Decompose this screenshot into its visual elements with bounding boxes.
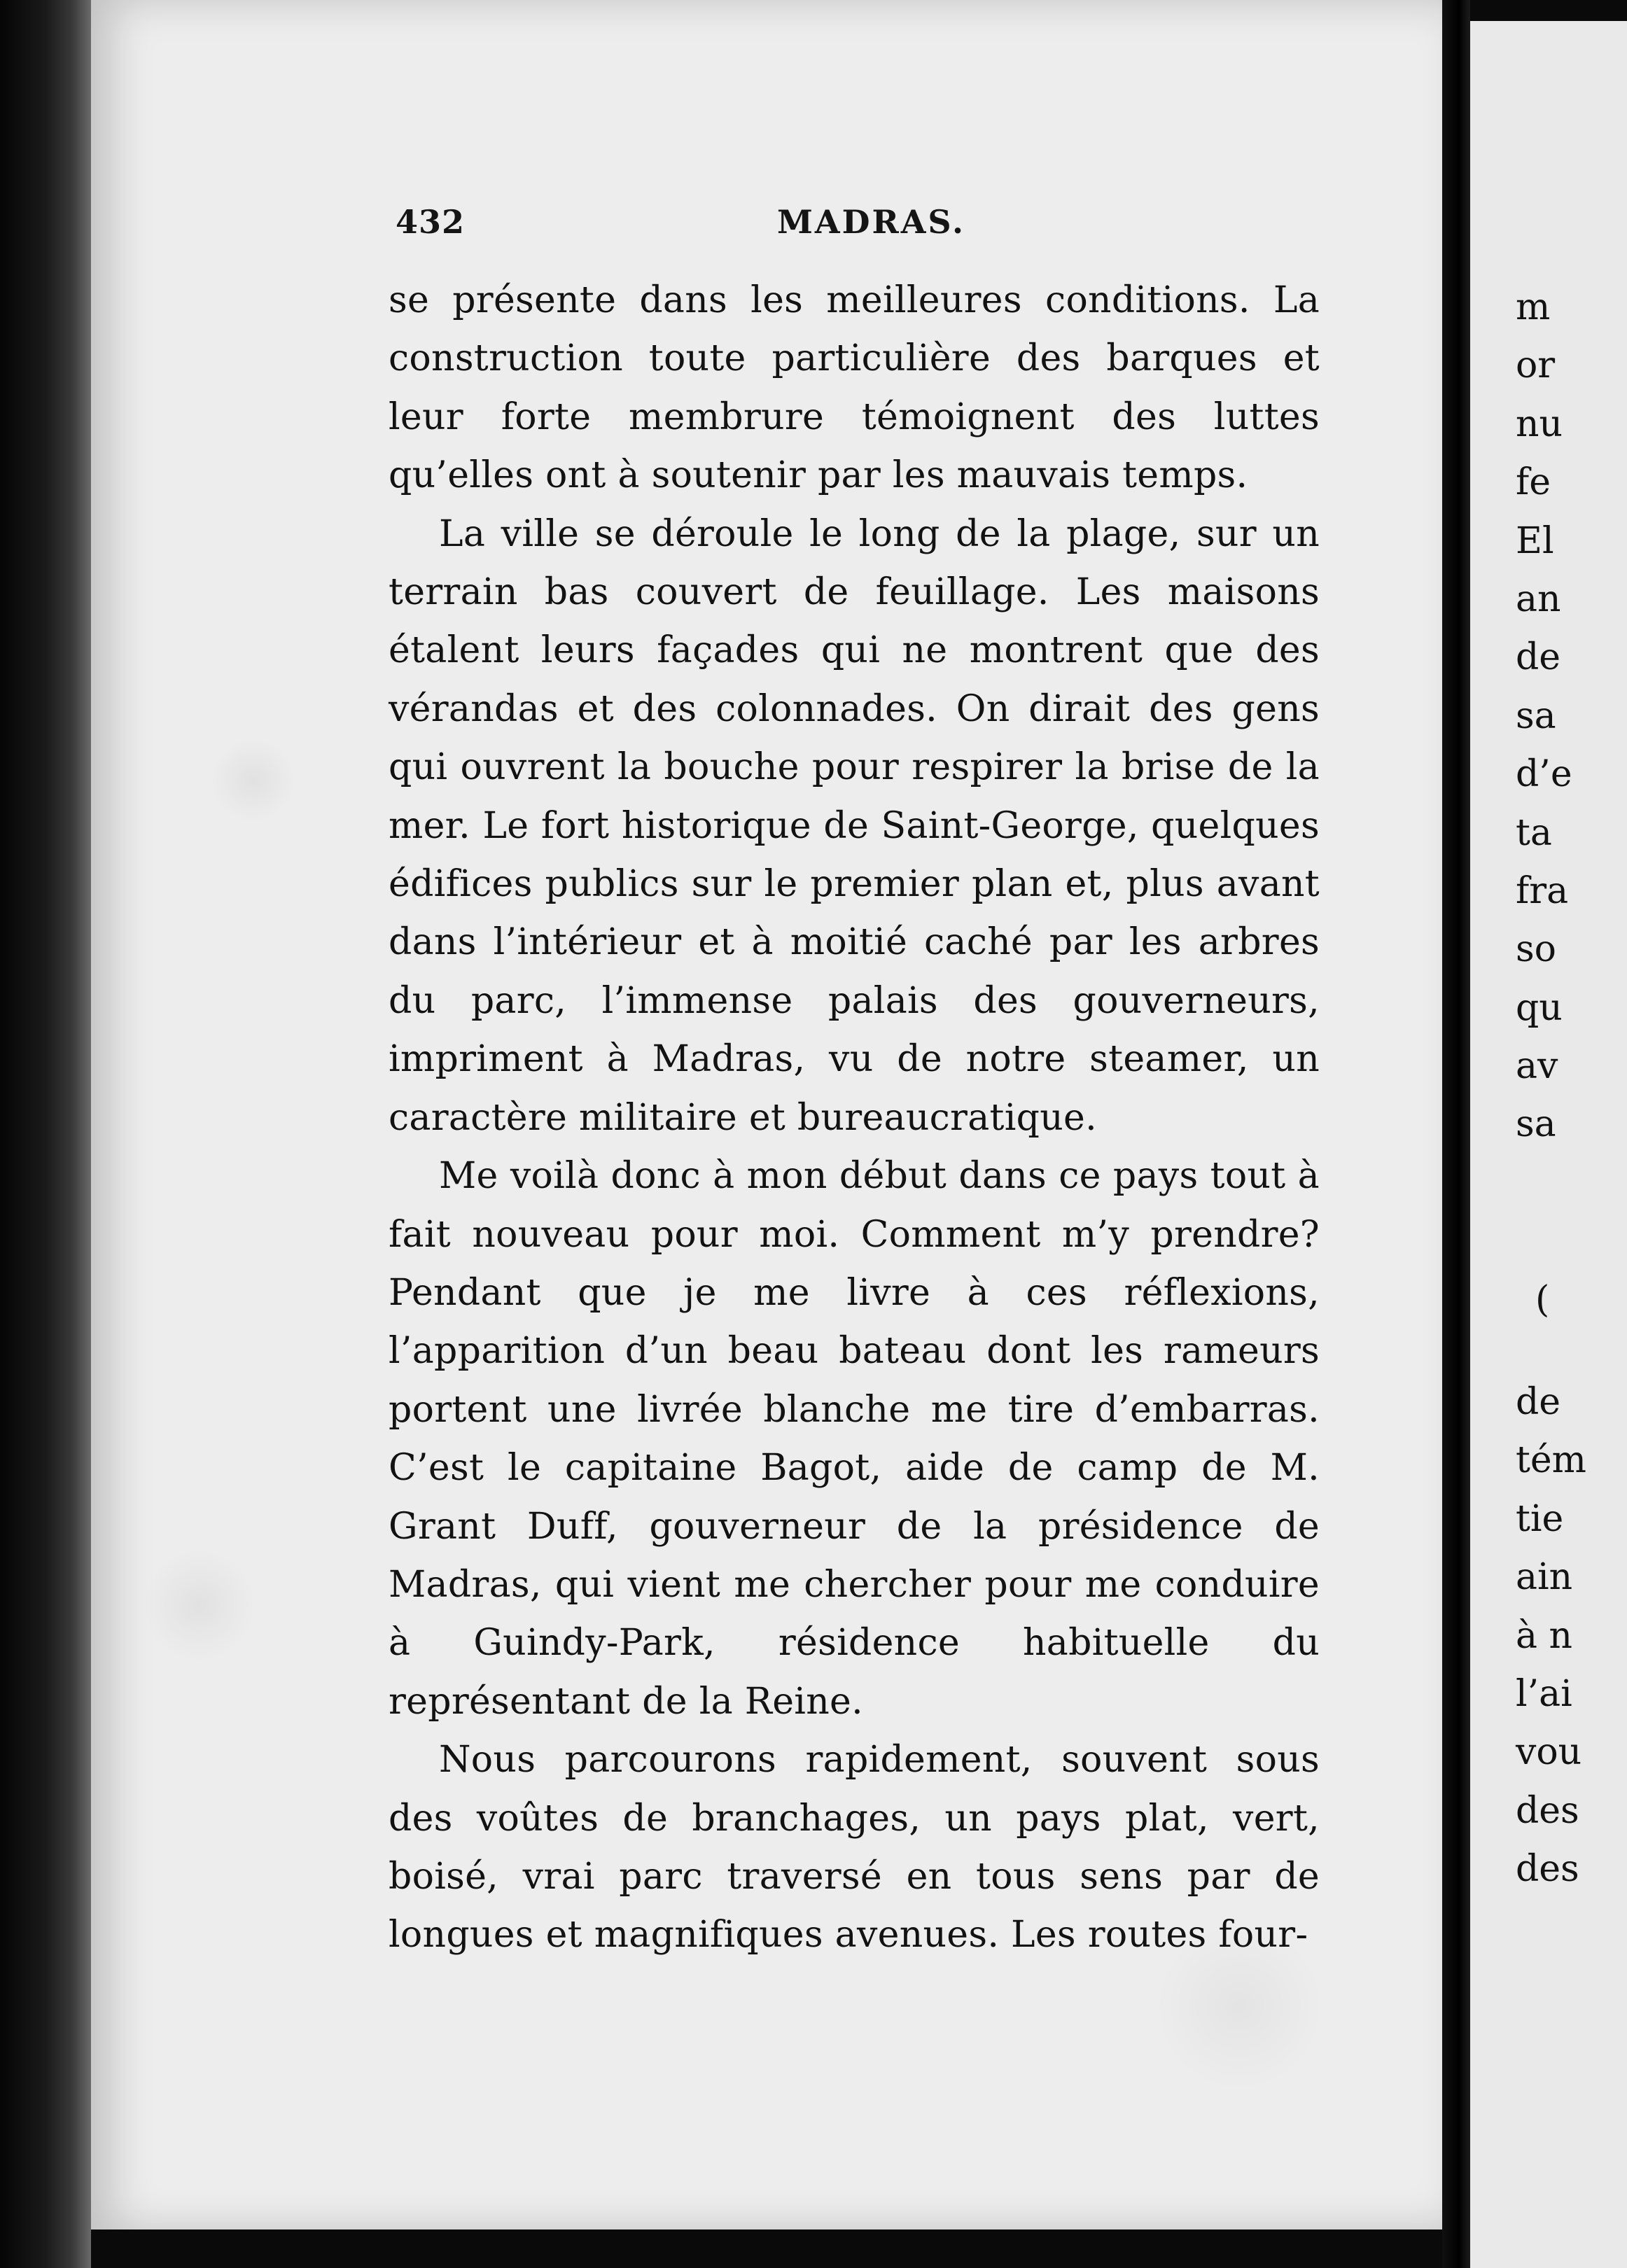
fragment-line: vou <box>1516 1731 1582 1774</box>
paragraph-1: se présente dans les meilleures conditions. La construction toute particulière des barques et leur forte membrure témoignent des luttes qu’elles ont à soutenir par les mauvais temps. <box>389 279 1320 497</box>
fragment-line: l’ai <box>1516 1672 1572 1715</box>
fragment-line: d’e <box>1516 753 1572 796</box>
fragment-line: sa <box>1516 694 1556 737</box>
paragraph-4: Nous parcourons rapidement, souvent sous des voûtes de branchages, un pays plat, vert, boisé, vrai parc traversé en tous sens par de longues et magnifiques avenues. Les routes four- <box>389 1739 1320 1956</box>
fragment-line: av <box>1516 1045 1558 1088</box>
fragment-line: m <box>1516 286 1551 328</box>
fragment-line: an <box>1516 578 1561 620</box>
fragment-line: de <box>1516 1381 1561 1423</box>
paragraph-3: Me voilà donc à mon début dans ce pays tout à fait nouveau pour moi. Comment m’y prendre? Pendant que je me livre à ces réflexions, l’apparition d’un beau bateau dont les rameurs portent une livrée blanche me tire d’embarras. C’est le capitaine Bagot, aide de camp de M. Grant Duff, gouverneur de la présidence de Madras, qui vient me chercher pour me conduire à Guindy-Park, résidence habituelle du représentant de la Reine. <box>389 1155 1320 1723</box>
fragment-line: so <box>1516 928 1556 971</box>
fragment-line <box>1516 1154 1627 1212</box>
left-page-edge <box>0 0 91 2268</box>
body-text <box>389 272 1320 1965</box>
running-head: MADRAS. <box>777 203 966 241</box>
book-gutter <box>1442 0 1470 2268</box>
fragment-line: sa <box>1516 1103 1556 1146</box>
fragment-line: fe <box>1516 461 1551 504</box>
fragment-line: à n <box>1516 1614 1573 1657</box>
page-header <box>396 203 1320 252</box>
fragment-heading: ( <box>1535 1278 1550 1321</box>
fragment-line: de <box>1516 636 1561 679</box>
fragment-line: or <box>1516 344 1556 387</box>
fragment-line: qu <box>1516 986 1563 1029</box>
fragment-line: tém <box>1516 1439 1586 1482</box>
fragment-line: tie <box>1516 1497 1564 1540</box>
fragment-line: fra <box>1516 869 1569 912</box>
right-page-fragments-upper <box>1516 279 1627 1329</box>
fragment-line <box>1516 1212 1627 1270</box>
right-page-fragments-lower <box>1516 1373 1627 1899</box>
fragment-line: ain <box>1516 1556 1573 1599</box>
fragment-line: des <box>1516 1848 1579 1891</box>
paragraph-2: La ville se déroule le long de la plage, sur un terrain bas couvert de feuillage. Les maisons étalent leurs façades qui ne montrent que des vérandas et des colonnades. On dirait des gens qui ouvrent la bouche pour respirer la brise de la mer. Le fort historique de Saint-George, quelques édifices publics sur le premier plan et, plus avant dans l’intérieur et à moitié caché par les arbres du parc, l’immense palais des gouverneurs, impriment à Madras, vu de notre steamer, un caractère militaire et bureaucratique. <box>389 512 1320 1139</box>
fragment-line: des <box>1516 1789 1579 1832</box>
page-number: 432 <box>396 203 466 241</box>
fragment-line: ta <box>1516 811 1552 854</box>
fragment-line: nu <box>1516 402 1563 445</box>
fragment-line: El <box>1516 519 1554 562</box>
